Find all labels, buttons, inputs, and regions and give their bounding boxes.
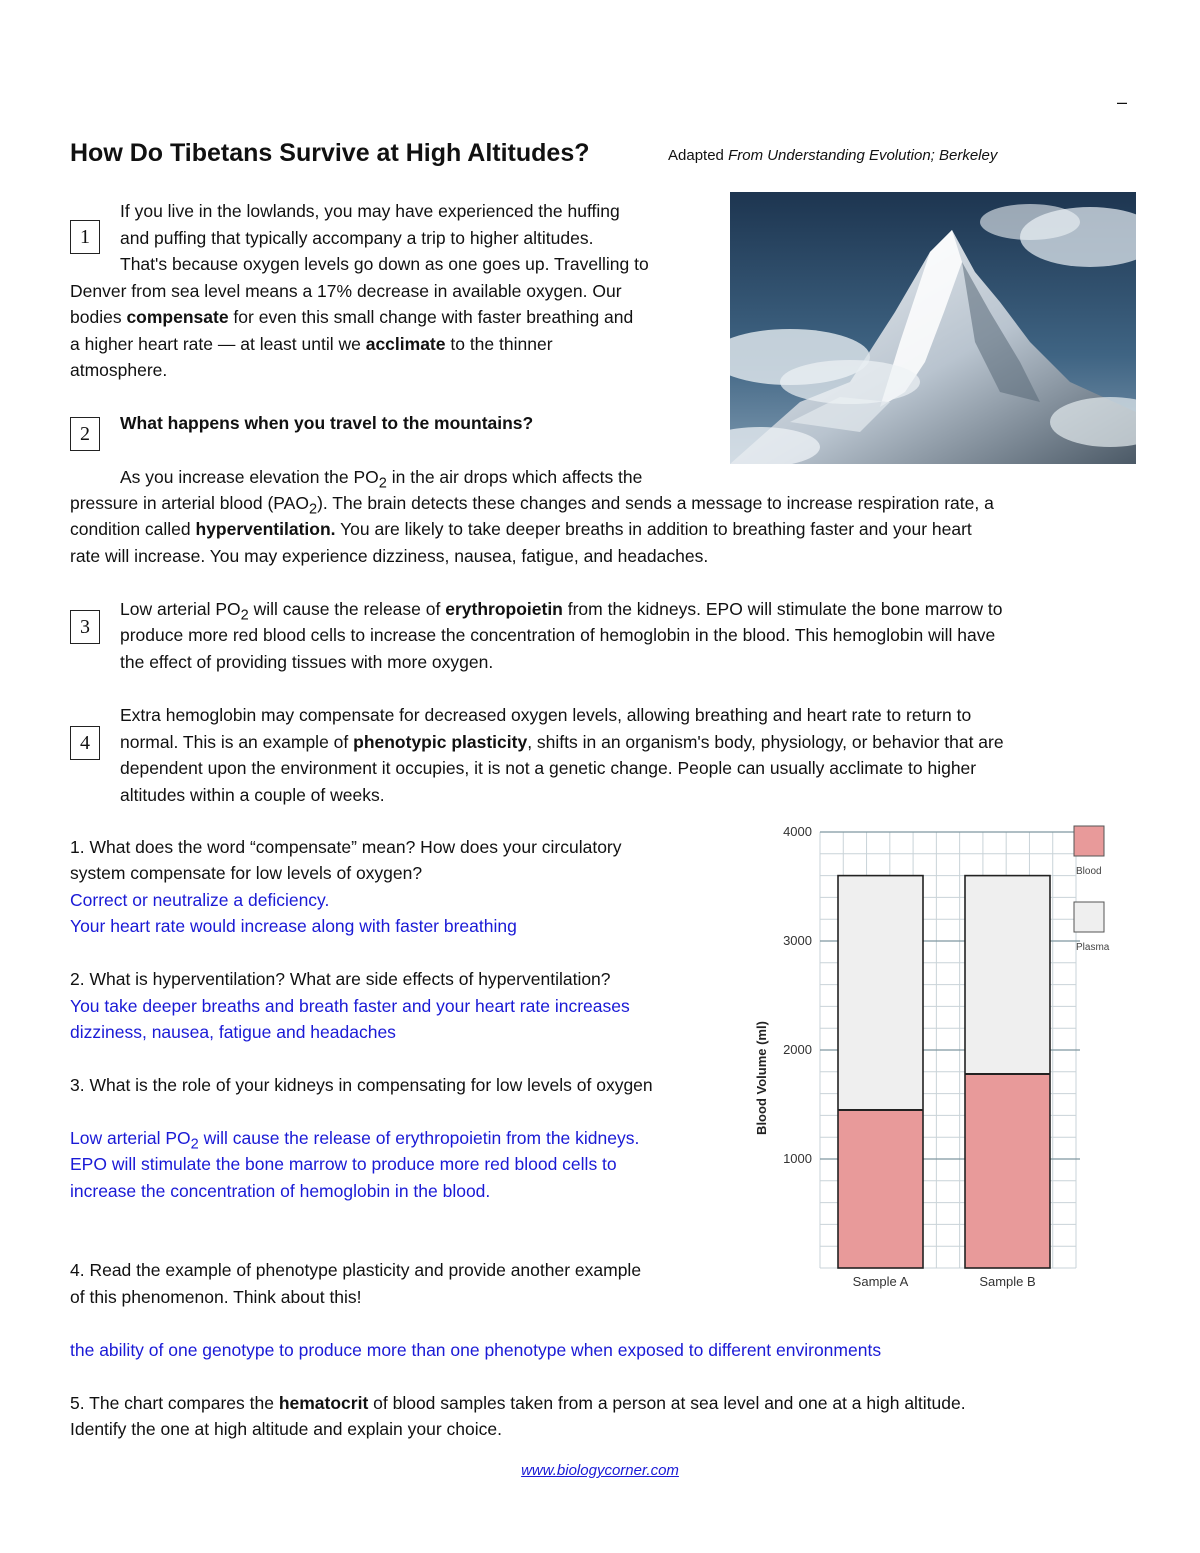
- page-title: How Do Tibetans Survive at High Altitudes?: [70, 139, 590, 167]
- chart-legend: [1074, 826, 1110, 953]
- x-tick-label: Sample B: [979, 1274, 1036, 1289]
- question-1-line2: system compensate for low levels of oxygen?: [70, 863, 423, 883]
- section3-line1: Low arterial $PO_2$ will cause the release of erythropoietin from the kidneys. EPO will stimulate the bone marrow to: [120, 599, 1003, 624]
- section1-line3: That's because oxygen levels go down as one goes up. Travelling to: [120, 254, 649, 274]
- answer-2-line2: dizziness, nausea, fatigue and headaches: [70, 1022, 396, 1042]
- bar-plasma-a: [838, 876, 923, 1110]
- question-5-line1: 5. The chart compares the hematocrit of blood samples taken from a person at sea level and one at a high altitude.: [70, 1393, 966, 1413]
- section2-heading: What happens when you travel to the mountains?: [120, 413, 534, 433]
- section2-line3: condition called hyperventilation. You are likely to take deeper breaths in addition to breathing faster and your heart: [70, 519, 972, 539]
- y-axis-label: Blood Volume (ml): [754, 1021, 769, 1135]
- legend-label-blood: Blood: [1076, 866, 1102, 877]
- legend-swatch-blood: [1074, 826, 1104, 856]
- y-tick-label: 2000: [783, 1042, 812, 1057]
- mountain-photo: [730, 192, 1136, 464]
- source-attribution: Adapted From Understanding Evolution; Berkeley: [668, 147, 998, 164]
- section2-line1: As you increase elevation the $PO_2$ in the air drops which affects the: [120, 467, 643, 492]
- section-number-4: 4: [70, 726, 100, 760]
- section3-line3: the effect of providing tissues with more oxygen.: [120, 652, 494, 672]
- footer-link[interactable]: www.biologycorner.com: [521, 1462, 679, 1479]
- section1-line1: If you live in the lowlands, you may have experienced the huffing: [120, 201, 620, 221]
- section4-line4: altitudes within a couple of weeks.: [120, 785, 385, 805]
- bar-blood-b: [965, 1074, 1050, 1268]
- section4-line2: normal. This is an example of phenotypic plasticity, shifts in an organism's body, physiology, or behavior that are: [120, 732, 1004, 752]
- section1-line2: and puffing that typically accompany a trip to higher altitudes.: [120, 228, 594, 248]
- mountain-image: [730, 192, 1136, 464]
- section3-line2: produce more red blood cells to increase the concentration of hemoglobin in the blood. This hemoglobin will have: [120, 625, 996, 645]
- answer-3-line3: increase the concentration of hemoglobin in the blood.: [70, 1181, 491, 1201]
- x-tick-label: Sample A: [852, 1274, 909, 1289]
- question-4-line1: 4. Read the example of phenotype plasticity and provide another example: [70, 1260, 642, 1280]
- y-tick-label: 4000: [783, 824, 812, 839]
- answer-2-line1: You take deeper breaths and breath faster and your heart rate increases: [70, 996, 630, 1016]
- y-tick-label: 3000: [783, 933, 812, 948]
- hematocrit-chart: [746, 818, 1136, 1298]
- hematocrit-chart-svg: [746, 818, 1136, 1298]
- section1-line4: Denver from sea level means a 17% decrease in available oxygen. Our: [70, 281, 622, 301]
- section1-line5: bodies compensate for even this small change with faster breathing and: [70, 307, 634, 327]
- question-1-line1: 1. What does the word “compensate” mean? How does your circulatory: [70, 837, 622, 857]
- answer-1-line1: Correct or neutralize a deficiency.: [70, 890, 330, 910]
- section-number-2: 2: [70, 417, 100, 451]
- question-3: 3. What is the role of your kidneys in compensating for low levels of oxygen: [70, 1075, 653, 1095]
- section-number-3: 3: [70, 610, 100, 644]
- answer-4: the ability of one genotype to produce more than one phenotype when exposed to different environments: [70, 1340, 882, 1360]
- y-tick-label: 1000: [783, 1151, 812, 1166]
- legend-label-plasma: Plasma: [1076, 942, 1110, 953]
- answer-1-line2: Your heart rate would increase along with faster breathing: [70, 916, 517, 936]
- section1-line7: atmosphere.: [70, 360, 168, 380]
- section1-line6: a higher heart rate — at least until we acclimate to the thinner: [70, 334, 553, 354]
- answer-3-line1: Low arterial $PO_2$ will cause the release of erythropoietin from the kidneys.: [70, 1128, 640, 1153]
- bar-plasma-b: [965, 876, 1050, 1074]
- section2-line4: rate will increase. You may experience dizziness, nausea, fatigue, and headaches.: [70, 546, 709, 566]
- question-5-line2: Identify the one at high altitude and explain your choice.: [70, 1419, 502, 1439]
- question-2: 2. What is hyperventilation? What are side effects of hyperventilation?: [70, 969, 611, 989]
- legend-swatch-plasma: [1074, 902, 1104, 932]
- section4-line3: dependent upon the environment it occupies, it is not a genetic change. People can usually acclimate to higher: [120, 758, 977, 778]
- answer-3-line2: EPO will stimulate the bone marrow to produce more red blood cells to: [70, 1154, 617, 1174]
- section4-line1: Extra hemoglobin may compensate for decreased oxygen levels, allowing breathing and heart rate to return to: [120, 705, 972, 725]
- section2-line2: pressure in arterial blood $(PAO_2)$. The brain detects these changes and sends a message to increase respiration rate, a: [70, 493, 994, 518]
- bar-blood-a: [838, 1110, 923, 1268]
- section-number-1: 1: [70, 220, 100, 254]
- question-4-line2: of this phenomenon. Think about this!: [70, 1287, 362, 1307]
- page-corner-mark: –: [1117, 92, 1128, 112]
